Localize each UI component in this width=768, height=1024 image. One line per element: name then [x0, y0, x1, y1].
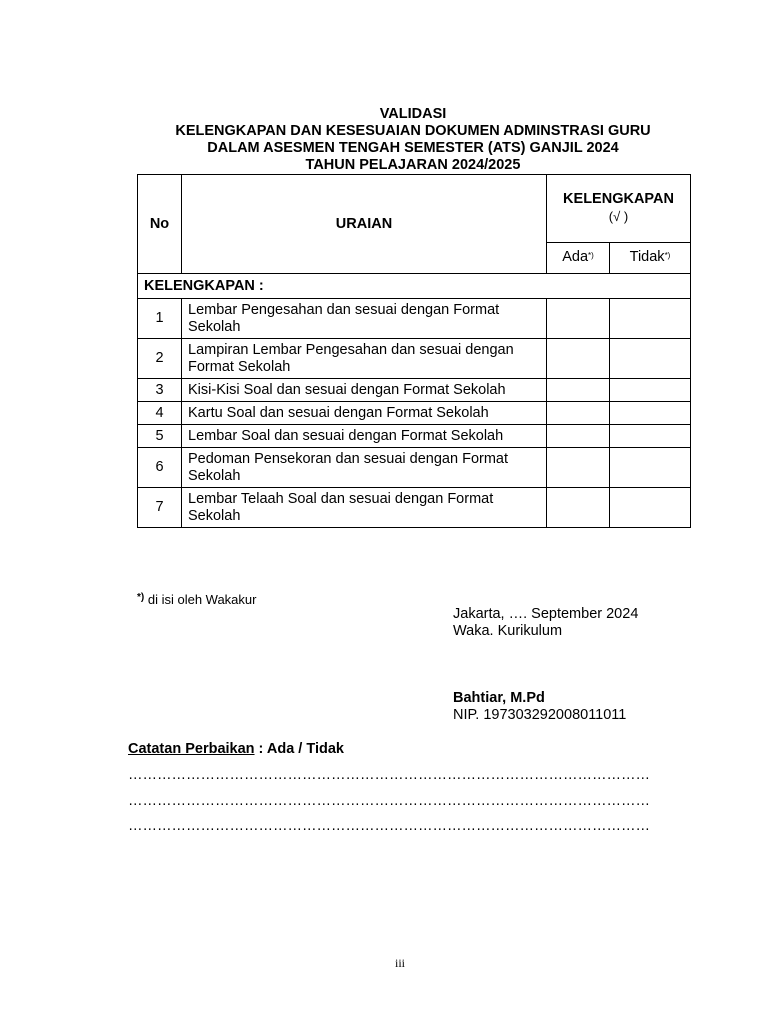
tidak-cell[interactable]	[610, 448, 691, 488]
table-row	[138, 379, 691, 402]
signature-header	[453, 606, 638, 640]
place-date: Jakarta, …. September 2024	[453, 606, 639, 622]
signer-name: Bahtiar, M.Pd	[453, 690, 545, 706]
tidak-cell[interactable]	[610, 299, 691, 339]
table-row	[138, 339, 691, 379]
row-number: 6	[138, 448, 182, 488]
checkmark-symbol: (√ )	[608, 209, 629, 225]
ada-cell[interactable]	[547, 379, 610, 402]
row-number: 1	[138, 299, 182, 339]
catatan-perbaikan	[128, 741, 344, 757]
header-no: No	[138, 175, 182, 274]
row-number: 2	[138, 339, 182, 379]
footnote-asterisk: *)	[137, 592, 145, 603]
footnote	[137, 592, 256, 607]
title-line-2: KELENGKAPAN DAN KESESUAIAN DOKUMEN ADMINSTRASI GURU	[175, 123, 651, 139]
tidak-cell[interactable]	[610, 488, 691, 528]
ada-cell[interactable]	[547, 488, 610, 528]
footnote-text: di isi oleh Wakakur	[147, 592, 257, 607]
dotted-line[interactable]: ………………………………………………………………………………………………	[128, 767, 650, 783]
ada-cell[interactable]	[547, 339, 610, 379]
row-uraian: Lampiran Lembar Pengesahan dan sesuai dengan Format Sekolah	[182, 339, 547, 379]
header-kelengkapan	[547, 175, 691, 243]
ada-cell[interactable]	[547, 425, 610, 448]
dotted-line[interactable]: ………………………………………………………………………………………………	[128, 793, 650, 809]
header-tidak	[610, 242, 691, 273]
row-uraian: Kisi-Kisi Soal dan sesuai dengan Format Sekolah	[182, 379, 547, 402]
tidak-cell[interactable]	[610, 379, 691, 402]
row-uraian: Lembar Pengesahan dan sesuai dengan Format Sekolah	[182, 299, 547, 339]
validation-table	[137, 174, 691, 528]
row-number: 7	[138, 488, 182, 528]
ada-cell[interactable]	[547, 299, 610, 339]
header-uraian: URAIAN	[182, 175, 547, 274]
table-row	[138, 488, 691, 528]
header-ada-label: Ada	[562, 249, 589, 266]
row-uraian: Lembar Soal dan sesuai dengan Format Sekolah	[182, 425, 547, 448]
section-kelengkapan: KELENGKAPAN :	[138, 274, 691, 299]
row-number: 5	[138, 425, 182, 448]
table-row	[138, 299, 691, 339]
header-kelengkapan-label: KELENGKAPAN	[563, 191, 674, 208]
header-tidak-label: Tidak	[629, 249, 665, 266]
document-title-block	[0, 106, 768, 174]
table-row	[138, 402, 691, 425]
table-row	[138, 425, 691, 448]
tidak-cell[interactable]	[610, 339, 691, 379]
ada-cell[interactable]	[547, 402, 610, 425]
signer-role: Waka. Kurikulum	[453, 623, 563, 639]
signature-footer	[453, 690, 626, 724]
row-uraian: Lembar Telaah Soal dan sesuai dengan Format Sekolah	[182, 488, 547, 528]
ada-cell[interactable]	[547, 448, 610, 488]
title-line-3: DALAM ASESMEN TENGAH SEMESTER (ATS) GANJIL 2024	[207, 140, 619, 156]
dotted-line[interactable]: ………………………………………………………………………………………………	[128, 818, 650, 834]
tidak-cell[interactable]	[610, 402, 691, 425]
title-line-1: VALIDASI	[379, 106, 447, 122]
catatan-label: Catatan Perbaikan	[128, 741, 255, 757]
row-number: 3	[138, 379, 182, 402]
asterisk-mark: *)	[588, 251, 594, 261]
row-uraian: Pedoman Pensekoran dan sesuai dengan Format Sekolah	[182, 448, 547, 488]
asterisk-mark: *)	[664, 251, 671, 261]
tidak-cell[interactable]	[610, 425, 691, 448]
table-row	[138, 448, 691, 488]
header-ada	[547, 242, 610, 273]
row-number: 4	[138, 402, 182, 425]
title-line-4: TAHUN PELAJARAN 2024/2025	[305, 157, 521, 173]
signer-nip: NIP. 197303292008011011	[453, 707, 627, 723]
page-number: iii	[394, 956, 405, 970]
catatan-value: : Ada / Tidak	[254, 741, 344, 757]
row-uraian: Kartu Soal dan sesuai dengan Format Sekolah	[182, 402, 547, 425]
